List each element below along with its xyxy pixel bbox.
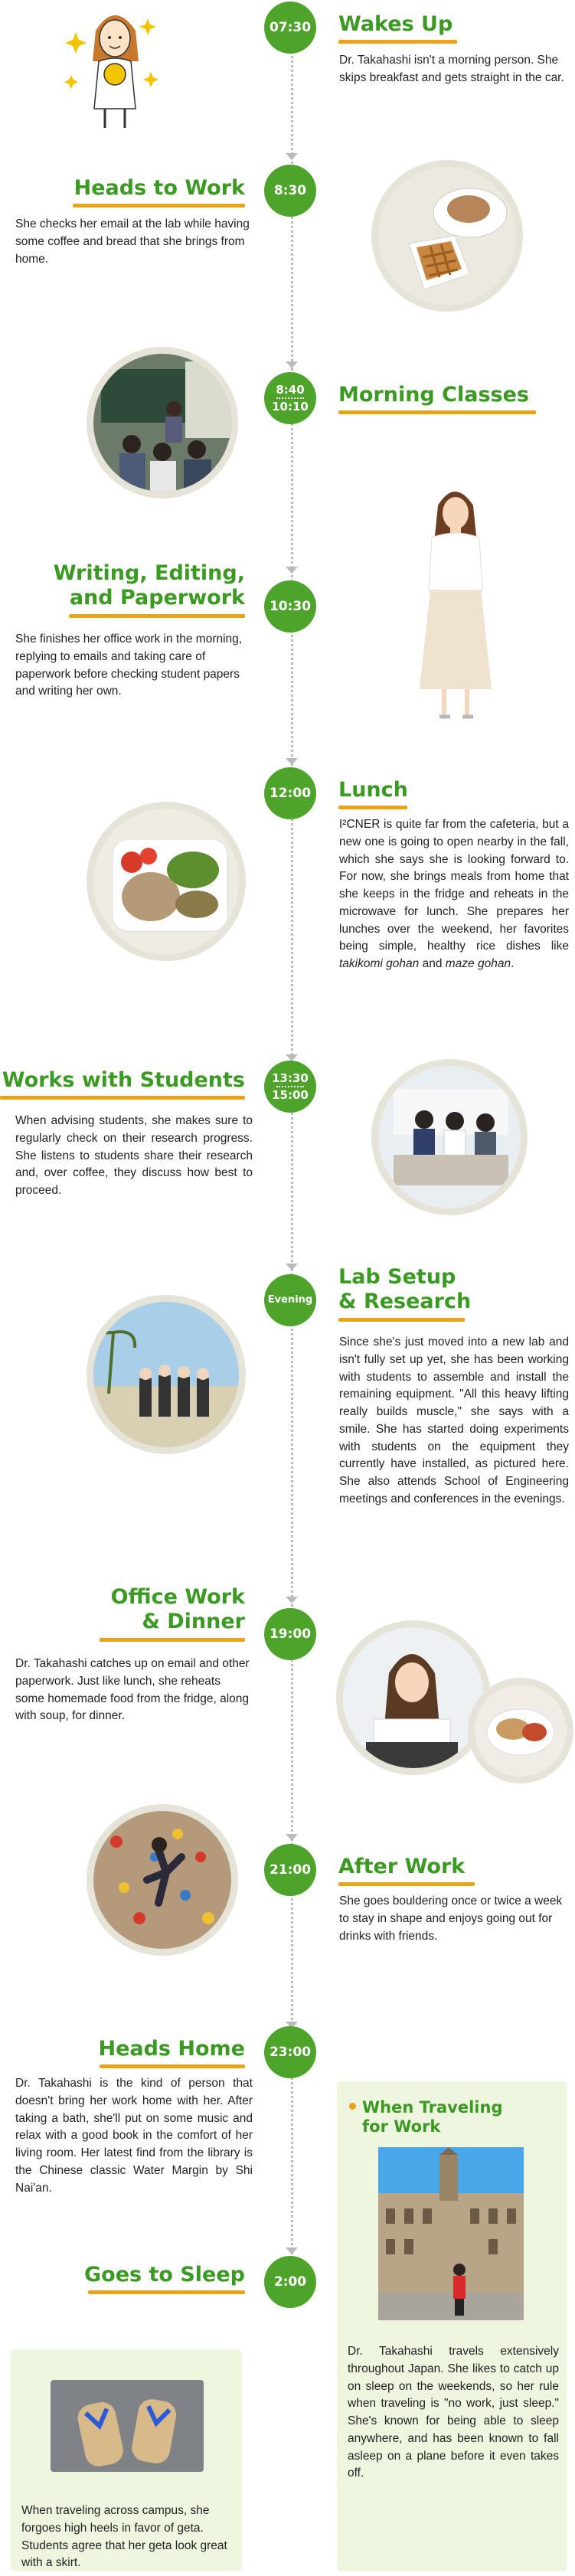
event-title: Wakes Up <box>338 12 457 44</box>
time-badge: 2:00 <box>264 2256 316 2308</box>
time-badge: 13:30 15:00 <box>264 1061 316 1113</box>
desk-work-photo <box>343 1627 484 1768</box>
classroom-photo <box>93 354 231 492</box>
arrow-down-icon <box>286 361 298 368</box>
students-meeting-photo <box>378 1066 521 1208</box>
time-badge: 21:00 <box>264 1844 316 1896</box>
cartoon-illustration <box>65 2 165 132</box>
geta-note-panel <box>11 2349 242 2571</box>
city-square-photo <box>378 2147 524 2320</box>
time-badge: 12:00 <box>264 767 316 819</box>
dinner-photo <box>475 1685 567 1777</box>
arrow-down-icon <box>286 567 298 574</box>
event-title: Morning Classes <box>338 383 536 414</box>
event-title: Works with Students <box>0 1068 245 1100</box>
travel-panel-text: Dr. Takahashi travels extensively throughout Japan. She likes to catch up on sleep on the weekends, so her rule when traveling is "no work, just sleep." She's known for being able to sleep anywhere, and has been known to fall asleep on a plane before it even takes off. <box>348 2345 559 2480</box>
lunch-photo <box>93 809 239 954</box>
event-title: Heads Home <box>31 2037 245 2068</box>
event-title: Goes to Sleep <box>31 2263 245 2294</box>
event-title: Writing, Editing, and Paperwork <box>23 561 245 618</box>
event-description: Dr. Takahashi catches up on email and other paperwork. Just like lunch, she reheats some homemade food from the fridge, along with soup, for dinner. <box>15 1657 250 1723</box>
geta-photo <box>51 2380 204 2472</box>
event-title: Office Work & Dinner <box>31 1585 245 1642</box>
event-title: Heads to Work <box>31 176 245 208</box>
event-title: After Work <box>338 1855 475 1886</box>
time-badge: 23:00 <box>264 2026 316 2078</box>
travel-panel <box>337 2081 567 2571</box>
arrow-down-icon <box>286 1263 298 1270</box>
event-description: Dr. Takahashi is the kind of person that doesn't bring her work home with her. After taking a bath, she'll put on some music and relax with a good book in the comfort of her living room. Her latest find from the library is the Chinese classic Water Margin by Shi Nai'an. <box>15 2077 253 2195</box>
travel-panel-title: When Traveling for Work <box>349 2098 502 2136</box>
arrow-down-icon <box>286 1597 298 1603</box>
event-description: She goes bouldering once or twice a week to stay in shape and enjoys going out for drinks with friends. <box>339 1894 563 1943</box>
time-badge: 07:30 <box>264 2 316 54</box>
time-badge: 8:40 10:10 <box>264 372 316 424</box>
event-description: I²CNER is quite far from the cafeteria, but a new one is going to open nearby in the fall, which she says she is looking forward to. For now, she brings meals from home that she keeps in the fridge and reheats in the microwave for lunch. She prepares her lunches over the weekend, her favorites being simple, healthy rice dishes like takikomi gohan and maze gohan. <box>339 818 569 971</box>
event-description: She checks her email at the lab while having some coffee and bread that she brings from home. <box>15 217 250 266</box>
bullet-dot-icon <box>349 2103 356 2110</box>
beach-group-photo <box>93 1302 239 1447</box>
portrait-photo <box>413 482 498 727</box>
arrow-down-icon <box>286 2247 298 2254</box>
time-badge: 8:30 <box>264 165 316 217</box>
coffee-and-waffle-photo <box>378 167 516 305</box>
geta-note-text: When traveling across campus, she forgoes high heels in favor of geta. Students agree that her geta look great with a skirt. <box>21 2504 227 2570</box>
event-description: She finishes her office work in the morning, replying to emails and taking care of paperwork before checking student papers and writing her own. <box>15 633 243 698</box>
bouldering-photo <box>93 1811 231 1949</box>
event-title: Lab Setup & Research <box>338 1265 471 1322</box>
time-badge: Evening <box>264 1274 316 1326</box>
time-badge: 10:30 <box>264 580 316 633</box>
arrow-down-icon <box>286 153 298 160</box>
event-description: When advising students, she makes sure to regularly check on their research progress. She listens to students share their research and, over coffee, they discuss how best to proceed. <box>15 1114 253 1198</box>
time-badge: 19:00 <box>264 1608 316 1660</box>
arrow-down-icon <box>286 1834 298 1841</box>
event-description: Since she's just moved into a new lab and isn't fully set up yet, she has been working with students to assemble and install the remaining equipment. "All this heavy lifting really builds muscle," she says with a smile. She has started doing experiments with students on the equipment they currently have installed, as pictured here. She also attends School of Engineering meetings and conferences in the evenings. <box>339 1335 569 1506</box>
arrow-down-icon <box>286 758 298 765</box>
event-title: Lunch <box>338 778 408 809</box>
event-description: Dr. Takahashi isn't a morning person. She skips breakfast and gets straight in the car. <box>339 54 564 84</box>
